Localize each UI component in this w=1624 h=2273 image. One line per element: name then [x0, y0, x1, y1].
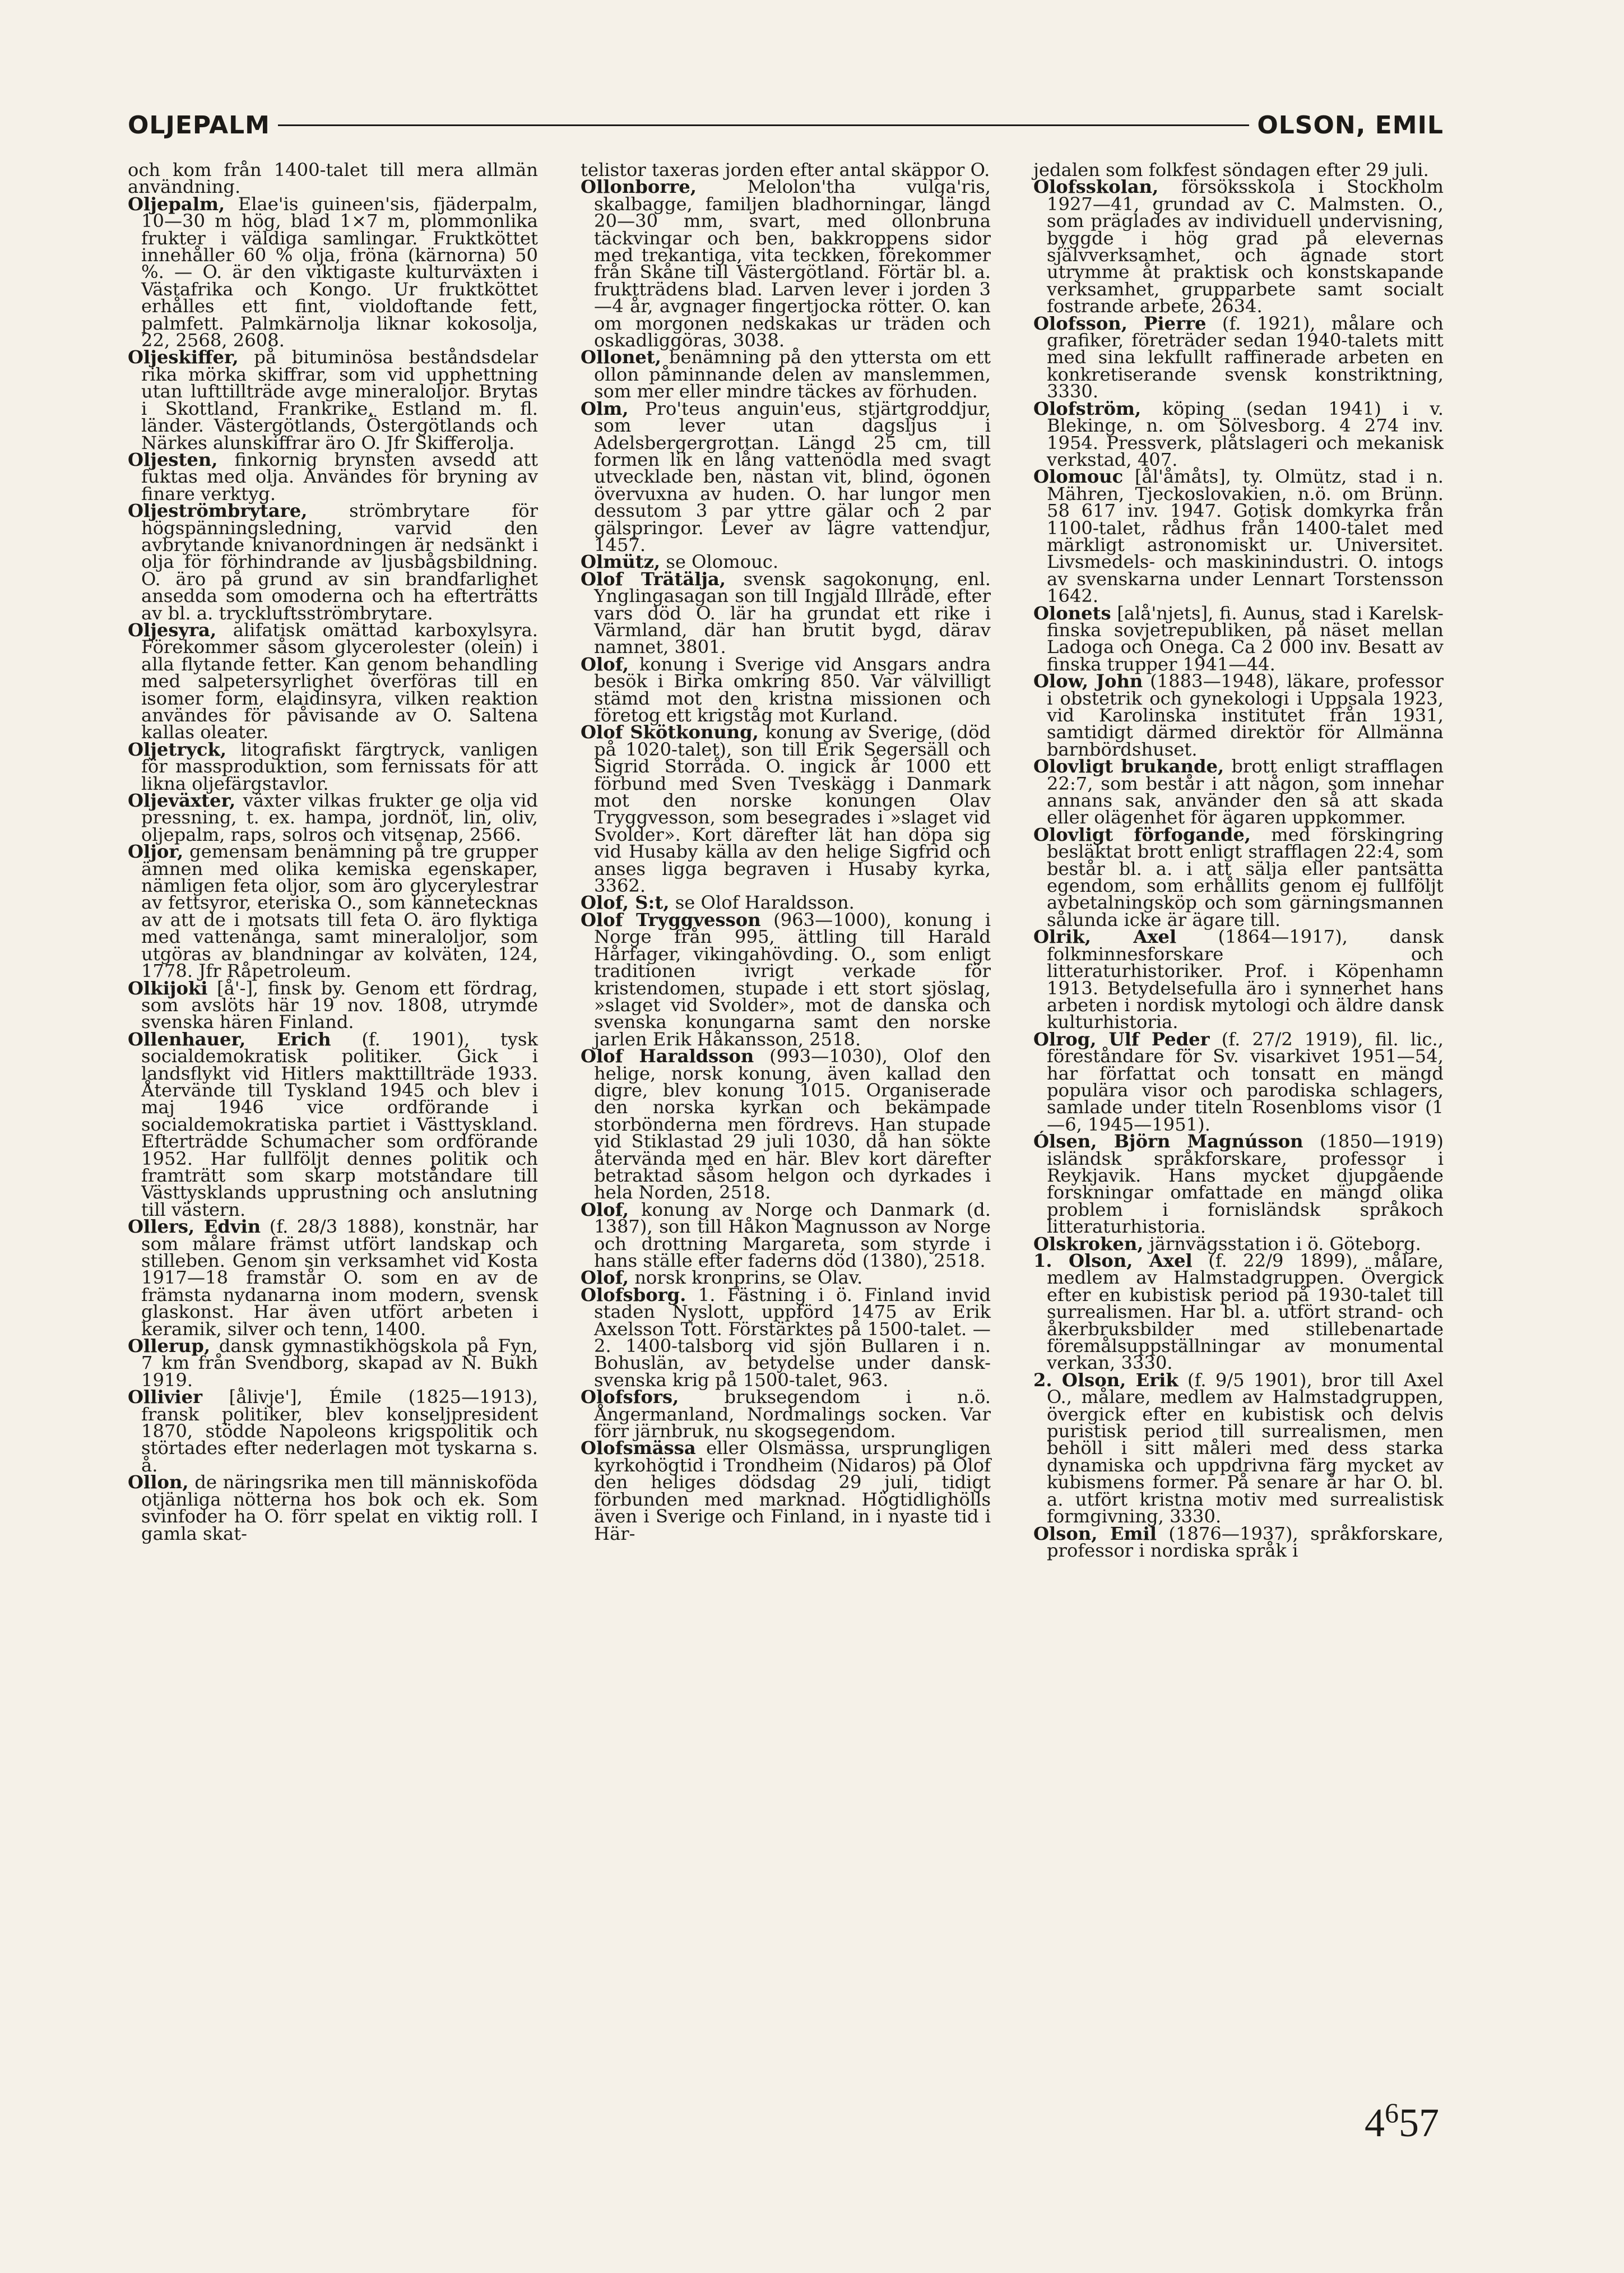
- entry-text: (f. 22/9 1899), målare, medlem av Halmstadgruppen. Övergick efter en kubistisk period på 1930-talet till surrealismen. Har bl. a. utfört strand- och åkerbruksbilder med stillebenartade föremålsuppställningar av monumental verkan, 3330.: [1047, 1250, 1444, 1374]
- dictionary-entry: [581, 1045, 991, 1203]
- header-right: OLSON, EMIL: [1257, 110, 1444, 140]
- entry-text: växter vilkas frukter ge olja vid pressning, t. ex. hampa, jordnöt, lin, oliv, oljepalm, raps, solros och vitsenap, 2566.: [141, 790, 538, 845]
- entry-headword: Olson, Emil: [1033, 1522, 1157, 1544]
- dictionary-entry: [128, 792, 538, 843]
- dictionary-entry: [1033, 823, 1444, 931]
- entry-text: strömbrytare för högspänningsledning, varvid den avbrytande knivanordningen är nedsänkt i olja för förhindrande av ljusbågsbildning. O. äro på grund av sin brandfarlighet ansedda som omoderna och ha efterträtts av bl. a. tryckluftsströmbrytare.: [141, 500, 538, 624]
- entry-text: (963—1000), konung i Norge från 995, ättling till Harald Hårfager, vikingahövding. O., som enligt traditionen ivrigt verkade för kristendomen, stupade i ett stort sjöslag, »slaget vid Svolder», mot de danska och svenska konungarna samt den norske jarlen Erik Håkansson, 2518.: [594, 909, 991, 1050]
- dictionary-entry: [581, 397, 991, 555]
- dictionary-entry: [128, 977, 539, 1033]
- entry-headword: Oljepalm,: [128, 193, 225, 215]
- dictionary-entry: [581, 346, 991, 402]
- dictionary-entry: [128, 841, 539, 982]
- entry-headword: 2. Olson, Erik: [1033, 1369, 1178, 1391]
- entry-text: med förskingring besläktat brott enligt strafflagen 22:4, som består bl. a. i att sälja eller pantsätta egendom, som erhållits genom ej fullföljt avbetalningsköp och som gärningsmannen sålunda icke är ägare till.: [1047, 823, 1444, 931]
- entry-text: (f. 28/3 1888), konstnär, har som målare främst utfört landskap och stilleben. Genom sin verksamhet vid Kosta 1917—18 framstår O. som en av de främsta nydanarna inom modern, svensk glaskonst. Har även utfört arbeten i keramik, silver och tenn, 1400.: [141, 1216, 538, 1340]
- entry-headword: Olof,: [581, 653, 629, 675]
- dictionary-entry: [128, 502, 538, 622]
- entry-headword: Olrog, Ulf Peder: [1033, 1028, 1210, 1050]
- entry-headword: Olofström,: [1033, 397, 1142, 419]
- entry-text: (1883—1948), läkare, professor i obstetrik och gynekologi i Uppsala 1923, vid Karolinska institutet från 1931, samtidigt därmed direktör för Allmänna barnbördshuset.: [1047, 670, 1444, 760]
- entry-text: (993—1030), Olof den helige, norsk konung, även kallad den digre, blev konung 1015. Organiserade den norska kyrkan och bekämpade storbönderna men fördrevs. Han stupade vid Stiklastad 29 juli 1030, då han sökte återvända med en här. Blev kort därefter betraktad såsom helgon och dyrkades i hela Norden, 2518.: [594, 1045, 991, 1203]
- entry-headword: Ollonborre,: [581, 176, 697, 198]
- dictionary-entry: [1033, 1028, 1444, 1135]
- dictionary-entry: [1033, 1369, 1444, 1527]
- entry-text: (f. 9/5 1901), bror till Axel O., målare, medlem av Halmstadgruppen, övergick efter en kubistisk och delvis puristisk period till surrealismen, men behöll i sitt måleri med dess starka dynamiska och uppdrivna färg mycket av kubismens former. På senare år har O. bl. a. utfört kristna motiv med surrealistisk formgivning, 3330.: [1047, 1369, 1444, 1527]
- dictionary-entry: [581, 721, 991, 897]
- entry-text: finkornig brynsten avsedd att fuktas med olja. Användes för bryning av finare verktyg.: [141, 448, 539, 504]
- entry-text: brott enligt strafflagen 22:7, som består i att någon, som innehar annans sak, använder den så att skada eller olägenhet för ägaren uppkommer.: [1047, 756, 1444, 828]
- dictionary-entry: [128, 738, 538, 794]
- entry-text: Pro'teus anguin'eus, stjärtgroddjur, som lever utan dagsljus i Adelsbergergrottan. Längd 25 cm, till formen lik en lång vattenödla med svagt utvecklade ben, nästan vit, blind, ögonen övervuxna av huden. O. har lungor men dessutom 3 par yttre gälar och 2 par gälspringor. Lever av lägre vattendjur, 1457.: [594, 397, 991, 555]
- entry-text: försöksskola i Stockholm 1927—41, grundad av C. Malmsten. O., som präglades av individuell undervisning, byggde i hög grad på elevernas självverksamhet, och ägnade stort utrymme åt praktisk och konstskapande verksamhet, grupparbete samt socialt fostrande arbete, 2634.: [1047, 176, 1444, 317]
- entry-text: Elae'is guineen'sis, fjäderpalm, 10—30 m hög, blad 1×7 m, plommonlika frukter i väldiga samlingar. Fruktköttet innehåller 60 % olja, fröna (kärnorna) 50 %. — O. är den viktigaste kulturväxten i Västafrika och Kongo. Ur fruktköttet erhålles ett fint, violdoftande fett, palmfett. Palmkärnolja liknar kokosolja, 22, 2568, 2608.: [141, 193, 538, 351]
- dictionary-entry: [1033, 312, 1444, 402]
- entry-text: litografiskt färgtryck, vanligen för massproduktion, som fernissats för att likna oljefärgstavlor.: [141, 738, 538, 794]
- dictionary-entry: [128, 1388, 538, 1474]
- dictionary-entry: [1033, 1252, 1444, 1372]
- entry-headword: Olof Skötkonung,: [581, 721, 759, 743]
- dictionary-entry: [128, 1028, 538, 1220]
- entry-headword: Ollenhauer, Erich: [128, 1028, 331, 1050]
- entry-headword: Olskroken,: [1033, 1233, 1144, 1254]
- running-header: [128, 105, 1444, 145]
- entry-headword: Olm,: [581, 397, 629, 419]
- entry-text: 1. Fästning i ö. Finland invid staden Nyslott, uppförd 1475 av Erik Axelsson Tott. Förstärktes på 1500-talet. — 2. 1400-talsborg vid sjön Bullaren i n. Bohuslän, av betydelse under dansk-svenska krig på 1500-talet, 963.: [594, 1284, 991, 1391]
- dictionary-entry: [1033, 602, 1444, 675]
- entry-text: Melolon'tha vulga'ris, skalbagge, familjen bladhorningar, längd 20—30 mm, svart, med ollonbruna täckvingar och ben, bakkroppens sidor med trekantiga, vita teckken, förekommer från Skåne till Västergötland. Förtär bl. a. fruktträdens blad. Larven lever i jorden 3—4 år, avgnager fingertjocka rötter. O. kan om morgonen nedskakas ur träden och oskadliggöras, 3038.: [594, 176, 991, 351]
- dictionary-entry: [128, 1335, 538, 1391]
- entry-text: järnvägsstation i ö. Göteborg.: [1149, 1233, 1421, 1254]
- entry-text: [ål'åmåts], ty. Olmütz, stad i n. Mähren, Tjeckoslovakien, n.ö. om Brünn. 58 617 inv. 1947. Gotisk domkyrka från 1100-talet, rådhus från 1400-talet med märkligt astronomiskt ur. Universitet. Livsmedels- och maskinindustri. O. intogs av svenskarna under Lennart Torstensson 1642.: [1047, 466, 1444, 607]
- entry-headword: Oljeväxter,: [128, 790, 236, 812]
- entry-text: köping (sedan 1941) i v. Blekinge, n. om Sölvesborg. 4 274 inv. 1954. Pressverk, plåtslageri och mekanisk verkstad, 407.: [1047, 397, 1444, 470]
- entry-headword: Ollivier: [128, 1386, 203, 1408]
- dictionary-entry: [1033, 397, 1444, 470]
- entry-headword: Ollonet,: [581, 346, 661, 368]
- entry-headword: Oljor,: [128, 841, 184, 863]
- entry-headword: Olmütz,: [581, 551, 661, 573]
- column-2: [581, 161, 991, 1542]
- entry-headword: Olkijoki: [128, 977, 208, 999]
- entry-headword: Olovligt förfogande,: [1033, 823, 1251, 845]
- entry-headword: Ollon,: [128, 1471, 189, 1493]
- entry-text: (1850—1919) isländsk språkforskare, professor i Reykjavik. Hans mycket djupgående forskningar omfattade en mängd olika problem i fornisländsk språkoch litteraturhistoria.: [1047, 1131, 1444, 1238]
- dictionary-entry: [581, 568, 991, 658]
- dictionary-entry: [1033, 176, 1444, 317]
- entry-headword: Olof Tryggvesson: [581, 909, 761, 931]
- entry-text: se Olof Haraldsson.: [675, 892, 855, 914]
- dictionary-entry: [1033, 758, 1444, 826]
- entry-text: eller Olsmässa, ursprungligen kyrkohögtid i Trondheim (Nidaros) på Olof den heliges dödsdag 29 juli, tidigt förbunden med marknad. Högtidlighölls även i Sverige och Finland, in i nyaste tid i Här-: [594, 1437, 991, 1544]
- entry-text: svensk sagokonung, enl. Ynglingasagan son till Ingjald Illråde, efter vars död O. lär ha grundat ett rike i Värmland, där han brutit bygd, därav namnet, 3801.: [594, 568, 991, 658]
- header-left: OLJEPALM: [128, 110, 270, 140]
- entry-text: på bituminösa beståndsdelar rika mörka skiffrar, som vid upphettning utan lufttillträde avge mineraloljor. Brytas i Skottland, Frankrike, Estland m. fl. länder. Västergötlands, Östergötlands och Närkes alunskiffrar äro O. Jfr Skifferolja.: [141, 346, 538, 453]
- dictionary-entry: [581, 1198, 991, 1271]
- entry-text: (f. 1901), tysk socialdemokratisk politiker. Gick i landsflykt vid Hitlers makttillträde 1933. Återvände till Tyskland 1945 och blev i maj 1946 vice ordförande i socialdemokratiska partiet i Västtyskland. Efterträdde Schumacher som ordförande 1952. Har fullföljt dennes politik och framträtt som skarp motståndare till Västtysklands upprustning och anslutning till västern.: [141, 1028, 538, 1220]
- dictionary-entry: [128, 1216, 538, 1340]
- entry-headword: Olrik, Axel: [1033, 926, 1177, 948]
- entry-text: gemensam benämning på tre grupper ämnen med olika kemiska egenskaper, nämligen feta oljor, som äro glycerylestrar av fettsyror, eteriska O., som kännetecknas av att de i motsats till feta O. äro flyktiga med vattenånga, samt mineraloljor, som utgöras av blandningar av kolväten, 124, 1778. Jfr Råpetroleum.: [141, 841, 539, 982]
- dictionary-entry: [581, 1437, 991, 1544]
- entry-text: konung av Sverige, (död på 1020-talet), son till Erik Segersäll och Sigrid Storråda. O. ingick år 1000 ett förbund med Sven Tveskägg i Danmark mot den norske konungen Olav Tryggvesson, som besegrades i »slaget vid Svolder». Kort därefter lät han döpa sig vid Husaby källa av den helige Sigfrid och anses ligga begraven i Husaby kyrka, 3362.: [594, 721, 991, 897]
- dictionary-entry: [128, 448, 539, 504]
- entry-headword: Oljeskiffer,: [128, 346, 239, 368]
- entry-headword: Olonets: [1033, 602, 1111, 624]
- entry-headword: Ollers, Edvin: [128, 1216, 261, 1238]
- entry-text: bruksegendom i n.ö. Ångermanland, Nordmalings socken. Var förr järnbruk, nu skogsegendom.: [594, 1386, 991, 1442]
- entry-text: (f. 1921), målare och grafiker, företräder sedan 1940-talets mitt med sina lekfullt raffinerade arbeten en konkretiserande svensk konstriktning, 3330.: [1047, 312, 1444, 402]
- dictionary-entry: [128, 1471, 538, 1544]
- entry-text: och kom från 1400-talet till mera allmän användning.: [128, 159, 538, 198]
- entry-headword: Olofsson, Pierre: [1033, 312, 1207, 334]
- entry-headword: Olofsskolan,: [1033, 176, 1159, 198]
- entry-text: se Olomouc.: [666, 551, 779, 573]
- dictionary-entry: [581, 653, 991, 726]
- header-rule: [278, 124, 1249, 126]
- entry-text: konung av Norge och Danmark (d. 1387), son till Håkon Magnusson av Norge och drottning Margareta, som styrde i hans ställe efter faderns död (1380), 2518.: [594, 1198, 991, 1271]
- dictionary-entry: [581, 911, 991, 1048]
- dictionary-entry: [128, 193, 538, 351]
- entry-text: dansk gymnastikhögskola på Fyn, 7 km från Svendborg, skapad av N. Bukh 1919.: [141, 1335, 538, 1391]
- dictionary-entry: [581, 1386, 991, 1442]
- dictionary-entry: [1033, 1131, 1444, 1238]
- entry-text: benämning på den yttersta om ett ollon påminnande delen av manslemmen, som mer eller mindre täckes av förhuden.: [594, 346, 991, 402]
- entry-headword: Oljesten,: [128, 448, 218, 470]
- dictionary-entry: [581, 1284, 991, 1391]
- entry-headword: Ollerup,: [128, 1335, 211, 1357]
- dictionary-entry: [1033, 1522, 1444, 1561]
- page-number: $4^657$: [1365, 2097, 1439, 2145]
- entry-headword: Olof,: [581, 1267, 629, 1289]
- entry-text: konung i Sverige vid Ansgars andra besök i Birka omkring 850. Var välvilligt stämd mot den kristna missionen och företog ett krigståg mot Kurland.: [594, 653, 991, 726]
- entry-text: (1876—1937), språkforskare, professor i nordiska språk i: [1047, 1522, 1444, 1561]
- entry-text: [å'-], finsk by. Genom ett fördrag, som avslöts här 19 nov. 1808, utrymde svenska hären Finland.: [141, 977, 539, 1033]
- entry-headword: Olofsmässa: [581, 1437, 696, 1459]
- dictionary-entry: [1033, 670, 1444, 760]
- column-1: [128, 161, 538, 1542]
- entry-text: telistor taxeras jorden efter antal skäppor O.: [581, 159, 990, 180]
- column-3: [1033, 161, 1444, 1559]
- entry-text: jedalen som folkfest söndagen efter 29 juli.: [1033, 159, 1429, 180]
- dictionary-entry: [581, 178, 991, 349]
- entry-headword: Oljeströmbrytare,: [128, 500, 308, 522]
- entry-text: (f. 27/2 1919), fil. lic., föreståndare för Sv. visarkivet 1951—54, har författat och tonsatt en mängd populära visor och parodiska schlagers, samlade under titeln Rosenbloms visor (1—6, 1945—1951).: [1047, 1028, 1444, 1135]
- dictionary-entry: [128, 346, 538, 453]
- entry-headword: Olow, John: [1033, 670, 1143, 692]
- entry-headword: Olof,: [581, 1198, 629, 1220]
- entry-headword: Oljetryck,: [128, 738, 227, 760]
- entry-headword: Olof, S:t,: [581, 892, 670, 914]
- entry-headword: Olof Trätälja,: [581, 568, 726, 590]
- entry-headword: Olovligt brukande,: [1033, 756, 1224, 777]
- dictionary-entry: [1033, 466, 1444, 607]
- entry-text: de näringsrika men till människoföda otjänliga nötterna hos bok och ek. Som svinfoder ha O. förr spelat en viktig roll. I gamla skat-: [141, 1471, 538, 1544]
- entry-headword: 1. Olson, Axel: [1033, 1250, 1193, 1271]
- entry-text: [alå'njets], fi. Aunus, stad i Karelsk-finska sovjetrepubliken, på näset mellan Ladoga och Onega. Ca 2 000 inv. Besatt av finska trupper 1941—44.: [1047, 602, 1444, 675]
- entry-headword: Oljesyra,: [128, 619, 217, 641]
- entry-text: norsk kronprins, se Olav.: [634, 1267, 863, 1289]
- entry-text: [ålivje'], Émile (1825—1913), fransk politiker, blev konseljpresident 1870, stödde Napoleons krigspolitik och störtades efter nederlagen mot tyskarna s. å.: [141, 1386, 539, 1476]
- dictionary-entry: [128, 619, 538, 743]
- dictionary-entry: [1033, 926, 1444, 1033]
- entry-text: alifatisk omättad karboxylsyra. Förekommer såsom glycerolester (olein) i alla flytande fetter. Kan genom behandling med salpetersyrlighet överföras till en isomer form, elaidinsyra, vilken reaktion användes för påvisande av O. Saltena kallas oleater.: [141, 619, 538, 743]
- entry-headword: Olomouc: [1033, 466, 1124, 488]
- entry-text: (1864—1917), dansk folkminnesforskare och litteraturhistoriker. Prof. i Köpenhamn 1913. Betydelsefulla äro i synnerhet hans arbeten i nordisk mytologi och äldre dansk kulturhistoria.: [1047, 926, 1444, 1033]
- entry-headword: Olofsborg.: [581, 1284, 686, 1306]
- entry-headword: Olof Haraldsson: [581, 1045, 754, 1067]
- dictionary-entry: [128, 161, 538, 196]
- entry-headword: Olofsfors,: [581, 1386, 679, 1408]
- entry-headword: Ólsen, Björn Magnússon: [1033, 1131, 1303, 1152]
